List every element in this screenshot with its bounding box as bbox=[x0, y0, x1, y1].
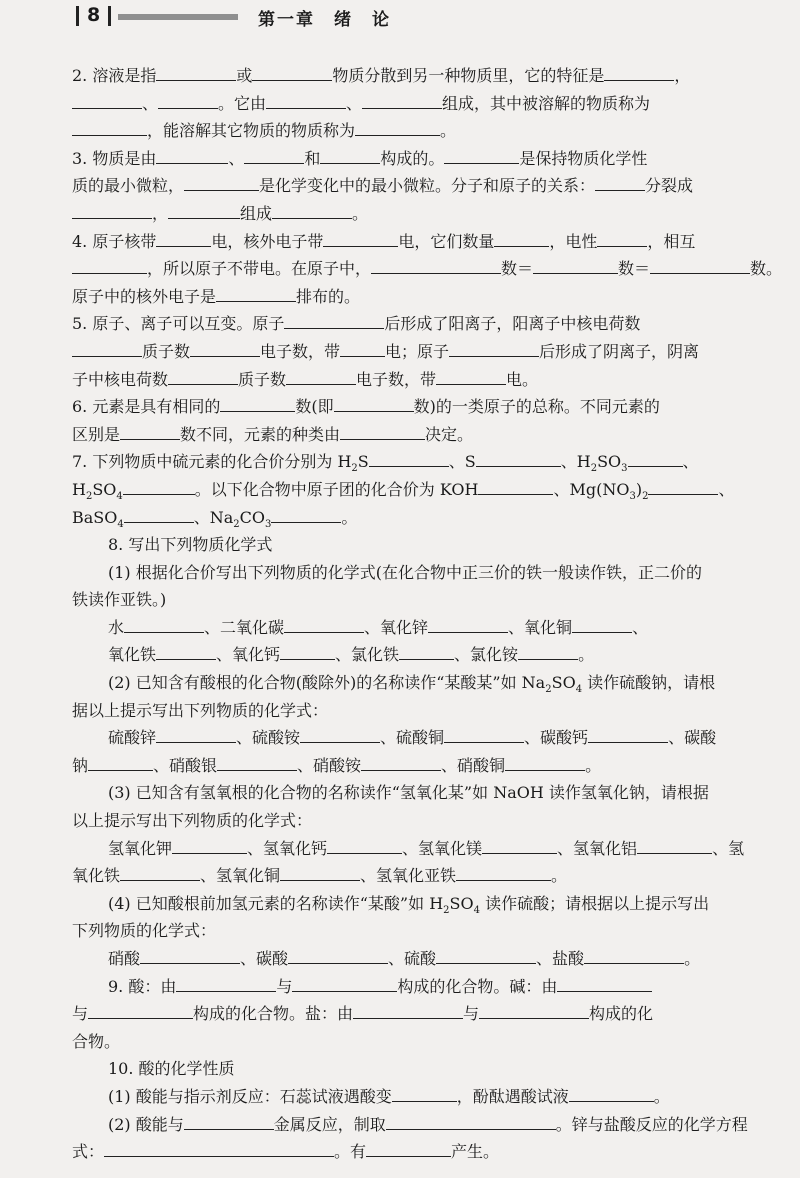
text-run: 组成，其中被溶解的物质称为 bbox=[442, 93, 651, 113]
text-run: 、硝酸铵 bbox=[297, 755, 362, 775]
text-line bbox=[72, 1055, 792, 1083]
answer-blank[interactable] bbox=[557, 973, 652, 992]
answer-blank[interactable] bbox=[172, 835, 247, 854]
answer-blank[interactable] bbox=[628, 448, 683, 467]
answer-blank[interactable] bbox=[72, 117, 147, 136]
text-run: ，相互 bbox=[647, 231, 696, 251]
text-run: 是保持物质化学性 bbox=[519, 148, 648, 168]
answer-blank[interactable] bbox=[88, 752, 153, 771]
text-line bbox=[72, 228, 792, 256]
answer-blank[interactable] bbox=[271, 504, 341, 523]
text-run: 合物。 bbox=[72, 1031, 121, 1051]
text-line bbox=[72, 862, 792, 890]
answer-blank[interactable] bbox=[353, 1000, 463, 1019]
answer-blank[interactable] bbox=[120, 421, 180, 440]
answer-blank[interactable] bbox=[362, 90, 442, 109]
text-run: 。 bbox=[585, 755, 602, 775]
text-line bbox=[72, 669, 792, 697]
text-run: 下列物质的化学式： bbox=[72, 921, 217, 941]
text-run: ) bbox=[635, 479, 643, 499]
text-run: 。 bbox=[352, 203, 369, 223]
text-line bbox=[72, 807, 792, 835]
subscript: 2 bbox=[85, 491, 93, 503]
text-line bbox=[72, 641, 792, 669]
text-run: (1) 根据化合价写出下列物质的化学式(在化合物中正三价的铁一般读作铁，正二价的 bbox=[108, 562, 702, 582]
text-run: 构成的化合物。碱：由 bbox=[397, 976, 558, 996]
text-line bbox=[72, 476, 792, 504]
answer-blank[interactable] bbox=[72, 338, 142, 357]
answer-blank[interactable] bbox=[597, 228, 647, 247]
answer-blank[interactable] bbox=[366, 1138, 451, 1157]
text-run: 、 bbox=[682, 452, 699, 472]
answer-blank[interactable] bbox=[72, 255, 147, 274]
text-run: 式： bbox=[72, 1142, 105, 1162]
answer-blank[interactable] bbox=[156, 641, 216, 660]
text-run: 、 bbox=[718, 479, 735, 499]
answer-blank[interactable] bbox=[327, 835, 402, 854]
text-run: 。它由 bbox=[218, 93, 267, 113]
text-run: 铁读作亚铁。) bbox=[72, 590, 167, 610]
text-run: ， bbox=[152, 203, 169, 223]
answer-blank[interactable] bbox=[650, 255, 750, 274]
text-run: 、氯化铁 bbox=[335, 645, 400, 665]
text-run: 、H bbox=[560, 452, 591, 472]
text-run: S bbox=[357, 452, 369, 472]
answer-blank[interactable] bbox=[392, 1083, 457, 1102]
text-run: 产生。 bbox=[451, 1142, 500, 1162]
text-run: SO bbox=[551, 673, 576, 693]
text-run: 数＝ bbox=[501, 259, 534, 279]
answer-blank[interactable] bbox=[190, 338, 260, 357]
text-run: 区别是 bbox=[72, 424, 121, 444]
answer-blank[interactable] bbox=[217, 752, 297, 771]
text-run: 物质分散到另一种物质里，它的特征是 bbox=[332, 66, 605, 85]
answer-blank[interactable] bbox=[168, 200, 240, 219]
text-run: 电子数，带 bbox=[260, 341, 341, 361]
answer-blank[interactable] bbox=[320, 145, 380, 164]
answer-blank[interactable] bbox=[124, 504, 194, 523]
text-run: 。锌与盐酸反应的化学方程 bbox=[555, 1114, 748, 1134]
text-run: 10. 酸的化学性质 bbox=[108, 1059, 235, 1079]
text-line bbox=[72, 1111, 792, 1139]
text-run: 、碳酸 bbox=[240, 949, 289, 968]
answer-blank[interactable] bbox=[436, 945, 536, 964]
answer-blank[interactable] bbox=[584, 945, 684, 964]
text-run: 2. 溶液是指 bbox=[72, 66, 157, 85]
text-run: 分裂成 bbox=[645, 176, 694, 196]
text-line bbox=[72, 917, 792, 945]
text-line bbox=[72, 973, 792, 1001]
text-run: 决定。 bbox=[425, 424, 474, 444]
answer-blank[interactable] bbox=[444, 145, 519, 164]
text-run: 、 bbox=[346, 93, 363, 113]
answer-blank[interactable] bbox=[120, 862, 200, 881]
answer-blank[interactable] bbox=[340, 421, 425, 440]
text-run: 硝酸 bbox=[108, 949, 141, 968]
answer-blank[interactable] bbox=[123, 476, 195, 495]
text-run: 8. 写出下列物质化学式 bbox=[108, 535, 273, 555]
text-run: 电，核外电子带 bbox=[211, 231, 324, 251]
text-run: 电，它们数量 bbox=[398, 231, 495, 251]
text-run: (1) 酸能与指示剂反应：石蕊试液遇酸变 bbox=[108, 1086, 392, 1106]
answer-blank[interactable] bbox=[286, 366, 356, 385]
answer-blank[interactable] bbox=[340, 338, 385, 357]
text-run: 构成的。 bbox=[380, 148, 445, 168]
text-line bbox=[72, 338, 792, 366]
page-number: 8 bbox=[87, 4, 101, 26]
text-line bbox=[72, 1138, 792, 1166]
answer-blank[interactable] bbox=[533, 255, 618, 274]
answer-blank[interactable] bbox=[72, 200, 152, 219]
text-line bbox=[72, 1083, 792, 1111]
page-body bbox=[72, 62, 792, 1166]
text-run: 电。 bbox=[506, 369, 539, 389]
subscript: 2 bbox=[351, 463, 358, 475]
answer-blank[interactable] bbox=[399, 641, 454, 660]
text-run: 、Na bbox=[193, 507, 234, 527]
text-run: CO bbox=[239, 507, 266, 527]
text-run: 、硫酸铜 bbox=[380, 728, 445, 748]
answer-blank[interactable] bbox=[184, 1111, 274, 1130]
answer-blank[interactable] bbox=[572, 614, 632, 633]
text-run: 后形成了阴离子，阴离 bbox=[539, 341, 700, 361]
text-run: 组成 bbox=[240, 203, 273, 223]
answer-blank[interactable] bbox=[280, 641, 335, 660]
text-line bbox=[72, 504, 792, 532]
answer-blank[interactable] bbox=[369, 448, 449, 467]
text-run: 7. 下列物质中硫元素的化合价分别为 H bbox=[72, 452, 352, 472]
text-line bbox=[72, 172, 792, 200]
text-run: 后形成了阳离子，阳离子中核电荷数 bbox=[384, 314, 641, 334]
text-run: 。以下化合物中原子团的化合价为 KOH bbox=[194, 479, 479, 499]
text-run: H bbox=[72, 479, 86, 499]
text-run: 氧化铁 bbox=[108, 645, 157, 665]
answer-blank[interactable] bbox=[88, 1000, 193, 1019]
answer-blank[interactable] bbox=[637, 835, 712, 854]
text-run: 、硝酸银 bbox=[153, 755, 218, 775]
text-run: 构成的化合物。盐：由 bbox=[193, 1004, 354, 1024]
text-run: 氧化铁 bbox=[72, 866, 121, 886]
answer-blank[interactable] bbox=[361, 752, 441, 771]
text-run: 、硫酸 bbox=[388, 949, 437, 968]
answer-blank[interactable] bbox=[156, 228, 211, 247]
answer-blank[interactable] bbox=[184, 172, 259, 191]
answer-blank[interactable] bbox=[505, 752, 585, 771]
answer-blank[interactable] bbox=[140, 945, 240, 964]
text-line bbox=[72, 366, 792, 394]
text-run: 硫酸锌 bbox=[108, 728, 157, 748]
answer-blank[interactable] bbox=[266, 90, 346, 109]
text-run: (3) 已知含有氢氧根的化合物的名称读作“氢氧化某”如 NaOH 读作氢氧化钠，请根据 bbox=[108, 783, 709, 803]
answer-blank[interactable] bbox=[569, 1083, 654, 1102]
text-run: 构成的化 bbox=[589, 1004, 654, 1024]
answer-blank[interactable] bbox=[244, 145, 304, 164]
answer-blank[interactable] bbox=[456, 862, 551, 881]
text-line bbox=[72, 614, 792, 642]
text-run: 4. 原子核带 bbox=[72, 231, 157, 251]
text-run: 、S bbox=[448, 452, 476, 472]
text-line bbox=[72, 945, 792, 973]
answer-blank[interactable] bbox=[478, 476, 553, 495]
text-run: 和 bbox=[304, 148, 321, 168]
text-run: 数＝ bbox=[618, 259, 651, 279]
answer-blank[interactable] bbox=[156, 62, 236, 81]
text-run: 或 bbox=[236, 66, 253, 85]
answer-blank[interactable] bbox=[284, 310, 384, 329]
text-line bbox=[72, 1000, 792, 1028]
answer-blank[interactable] bbox=[156, 724, 236, 743]
text-line bbox=[72, 145, 792, 173]
subscript: 3 bbox=[621, 463, 628, 475]
text-run: 3. 物质是由 bbox=[72, 148, 157, 168]
answer-blank[interactable] bbox=[428, 614, 508, 633]
text-run: SO bbox=[449, 893, 474, 913]
answer-blank[interactable] bbox=[449, 338, 539, 357]
text-run: 数(即 bbox=[295, 397, 334, 417]
text-run: BaSO bbox=[72, 507, 118, 527]
text-line bbox=[72, 200, 792, 228]
text-run: 钠 bbox=[72, 755, 89, 775]
text-line bbox=[72, 697, 792, 725]
text-line bbox=[72, 779, 792, 807]
answer-blank[interactable] bbox=[72, 90, 142, 109]
subscript: 2 bbox=[590, 463, 598, 475]
answer-blank[interactable] bbox=[648, 476, 718, 495]
text-run: 、氢 bbox=[712, 838, 745, 858]
text-line bbox=[72, 310, 792, 338]
subscript: 2 bbox=[233, 518, 240, 530]
text-line bbox=[72, 559, 792, 587]
header-bar bbox=[118, 14, 238, 20]
subscript: 2 bbox=[545, 684, 552, 696]
text-run: 电；原子 bbox=[385, 341, 450, 361]
answer-blank[interactable] bbox=[494, 228, 549, 247]
text-line bbox=[72, 724, 792, 752]
answer-blank[interactable] bbox=[220, 393, 295, 412]
text-run: 、氯化铵 bbox=[454, 645, 519, 665]
text-run: SO bbox=[597, 452, 622, 472]
text-run: 以上提示写出下列物质的化学式： bbox=[72, 811, 313, 831]
text-run: 6. 元素是具有相同的 bbox=[72, 397, 221, 417]
answer-blank[interactable] bbox=[355, 117, 440, 136]
text-line bbox=[72, 531, 792, 559]
answer-blank[interactable] bbox=[476, 448, 561, 467]
text-run: 、氢氧化镁 bbox=[402, 838, 483, 858]
answer-blank[interactable] bbox=[292, 973, 397, 992]
text-run: 氢氧化钾 bbox=[108, 838, 173, 858]
subscript: 3 bbox=[629, 491, 636, 503]
answer-blank[interactable] bbox=[168, 366, 238, 385]
text-run: 质子数 bbox=[238, 369, 287, 389]
text-run: (2) 酸能与 bbox=[108, 1114, 184, 1134]
text-run: 金属反应，制取 bbox=[273, 1114, 386, 1134]
text-run: 质的最小微粒， bbox=[72, 176, 185, 196]
text-run: 、 bbox=[142, 93, 159, 113]
text-run: 、氢氧化铝 bbox=[557, 838, 638, 858]
text-run: 与 bbox=[72, 1004, 89, 1024]
text-run: 原子中的核外电子是 bbox=[72, 286, 217, 306]
text-line bbox=[72, 448, 792, 476]
text-line bbox=[72, 586, 792, 614]
text-run: 。 bbox=[551, 866, 568, 886]
text-line bbox=[72, 835, 792, 863]
answer-blank[interactable] bbox=[323, 228, 398, 247]
answer-blank[interactable] bbox=[280, 862, 360, 881]
chapter-title: 第一章 绪 论 bbox=[258, 10, 391, 30]
text-run: 数。 bbox=[750, 259, 783, 279]
subscript: 4 bbox=[117, 518, 124, 530]
answer-blank[interactable] bbox=[595, 172, 645, 191]
text-run: 。 bbox=[684, 949, 701, 968]
text-run: 、氢氧化钙 bbox=[247, 838, 328, 858]
text-run: 与 bbox=[276, 976, 293, 996]
text-run: 。 bbox=[653, 1086, 670, 1106]
subscript: 4 bbox=[116, 491, 123, 503]
answer-blank[interactable] bbox=[371, 255, 501, 274]
text-run: 、硝酸铜 bbox=[441, 755, 506, 775]
text-run: 数不同，元素的种类由 bbox=[180, 424, 341, 444]
text-run: 据以上提示写出下列物质的化学式： bbox=[72, 700, 329, 720]
text-run: 电子数，带 bbox=[356, 369, 437, 389]
subscript: 4 bbox=[575, 684, 583, 696]
text-run: 数)的一类原子的总称。不同元素的 bbox=[413, 397, 660, 417]
answer-blank[interactable] bbox=[334, 393, 414, 412]
text-run: 、氢氧化铜 bbox=[200, 866, 281, 886]
text-run: 、Mg(NO bbox=[553, 479, 630, 499]
text-line bbox=[72, 90, 792, 118]
text-run: 。 bbox=[578, 645, 595, 665]
text-run: 排布的。 bbox=[296, 286, 361, 306]
answer-blank[interactable] bbox=[482, 835, 557, 854]
text-run: 水 bbox=[108, 617, 125, 637]
answer-blank[interactable] bbox=[518, 641, 578, 660]
text-run: 是化学变化中的最小微粒。分子和原子的关系： bbox=[259, 176, 596, 196]
text-run: 、二氧化碳 bbox=[204, 617, 285, 637]
header-left-rule bbox=[76, 6, 79, 26]
text-line bbox=[72, 283, 792, 311]
text-run: 、盐酸 bbox=[536, 949, 585, 968]
page-header bbox=[0, 0, 800, 34]
text-run: 、碳酸钙 bbox=[524, 728, 589, 748]
text-run: 、 bbox=[228, 148, 245, 168]
text-run: (2) 已知含有酸根的化合物(酸除外)的名称读作“某酸某”如 Na bbox=[108, 673, 546, 693]
answer-blank[interactable] bbox=[284, 614, 364, 633]
answer-blank[interactable] bbox=[272, 200, 352, 219]
text-run: 、氧化锌 bbox=[364, 617, 429, 637]
text-run: 子中核电荷数 bbox=[72, 369, 169, 389]
subscript: 2 bbox=[642, 491, 649, 503]
text-run: 。有 bbox=[334, 1142, 367, 1162]
answer-blank[interactable] bbox=[176, 973, 276, 992]
text-line bbox=[72, 62, 792, 90]
subscript: 2 bbox=[443, 905, 450, 916]
text-run: SO bbox=[92, 479, 117, 499]
text-run: 、硫酸铵 bbox=[236, 728, 301, 748]
answer-blank[interactable] bbox=[252, 62, 332, 81]
text-line bbox=[72, 1028, 792, 1056]
text-run: 、碳酸 bbox=[668, 728, 717, 748]
text-line bbox=[72, 393, 792, 421]
text-run: ，酚酞遇酸试液 bbox=[456, 1086, 569, 1106]
text-run: 质子数 bbox=[142, 341, 191, 361]
answer-blank[interactable] bbox=[436, 366, 506, 385]
answer-blank[interactable] bbox=[588, 724, 668, 743]
answer-blank[interactable] bbox=[479, 1000, 589, 1019]
text-line bbox=[72, 421, 792, 449]
text-run: 、 bbox=[632, 617, 649, 637]
text-run: ，所以原子不带电。在原子中， bbox=[147, 259, 372, 279]
header-divider bbox=[108, 6, 111, 26]
answer-blank[interactable] bbox=[300, 724, 380, 743]
text-run: 。 bbox=[440, 121, 457, 141]
answer-blank[interactable] bbox=[158, 90, 218, 109]
text-run: 、氢氧化亚铁 bbox=[360, 866, 457, 886]
subscript: 4 bbox=[473, 905, 480, 916]
answer-blank[interactable] bbox=[444, 724, 524, 743]
text-run: 5. 原子、离子可以互变。原子 bbox=[72, 314, 285, 334]
text-run: 。 bbox=[341, 507, 358, 527]
text-run: 9. 酸：由 bbox=[108, 976, 177, 996]
text-run: 读作硫酸钠，请根 bbox=[582, 673, 716, 693]
text-run: ， bbox=[674, 66, 691, 85]
text-run: 、氧化铜 bbox=[508, 617, 573, 637]
text-line bbox=[72, 255, 792, 283]
answer-blank[interactable] bbox=[104, 1138, 334, 1157]
answer-blank[interactable] bbox=[288, 945, 388, 964]
subscript: 3 bbox=[265, 518, 272, 530]
text-line bbox=[72, 117, 792, 145]
text-line bbox=[72, 890, 792, 918]
text-run: (4) 已知酸根前加氢元素的名称读作“某酸”如 H bbox=[108, 893, 444, 913]
text-run: ，电性 bbox=[549, 231, 598, 251]
text-run: 读作硫酸；请根据以上提示写出 bbox=[479, 893, 710, 913]
answer-blank[interactable] bbox=[386, 1111, 556, 1130]
text-run: ，能溶解其它物质的物质称为 bbox=[147, 121, 356, 141]
answer-blank[interactable] bbox=[124, 614, 204, 633]
answer-blank[interactable] bbox=[156, 145, 228, 164]
text-run: 、氧化钙 bbox=[216, 645, 281, 665]
text-line bbox=[72, 752, 792, 780]
text-run: 与 bbox=[463, 1004, 480, 1024]
answer-blank[interactable] bbox=[216, 283, 296, 302]
answer-blank[interactable] bbox=[604, 62, 674, 81]
